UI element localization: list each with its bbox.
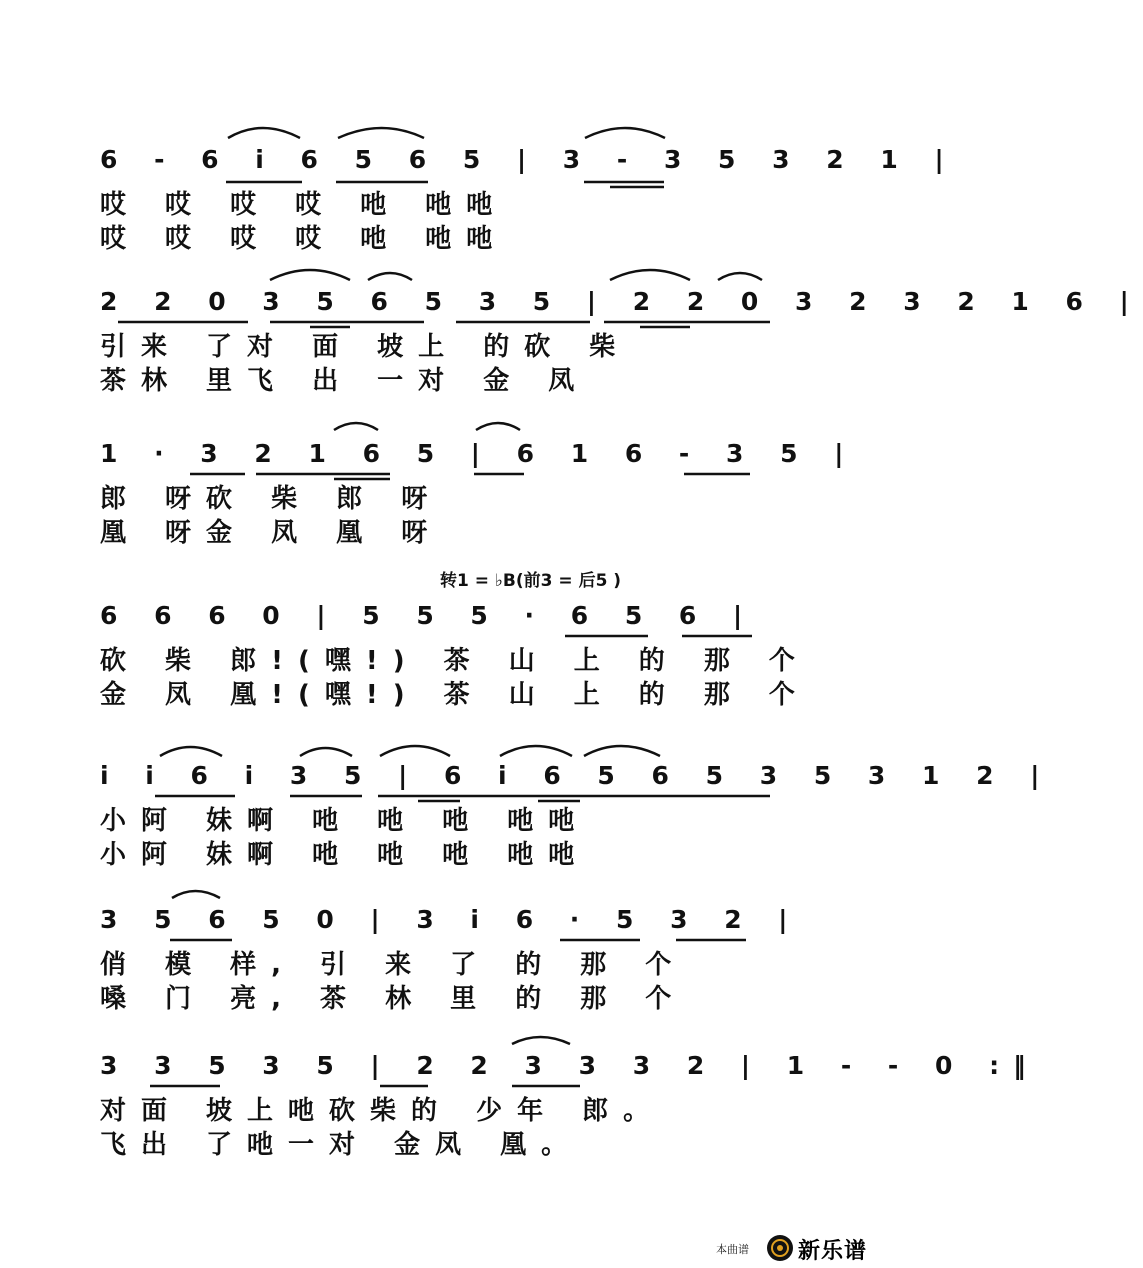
lyric-verse-2: 茶林 里飞 出 一对 金 凤: [100, 366, 590, 396]
lyric-verse-1: 小阿 妹啊 吔 吔 吔 吔吔: [100, 806, 590, 836]
melody-line: 6 - 6 i 6 5 6 5 | 3 - 3 5 3 2 1 |: [100, 145, 958, 174]
slur-mark: [228, 128, 300, 138]
lyric-verse-1: 引来 了对 面 坡上 的砍 柴: [100, 332, 631, 362]
lyric-verse-2: 凰 呀金 凤 凰 呀: [100, 518, 443, 548]
melody-line: i i 6 i 3 5 | 6 i 6 5 6 5 3 5 3 1 2 |: [100, 761, 1054, 790]
slur-mark: [270, 270, 350, 280]
melody-line: 1 · 3 2 1 6 5 | 6 1 6 - 3 5 |: [100, 439, 858, 468]
melody-line: 6 6 6 0 | 5 5 5 · 6 5 6 |: [100, 601, 757, 630]
melody-line: 3 3 5 3 5 | 2 2 3 3 3 2 | 1 - - 0 :‖: [100, 1051, 1040, 1080]
lyric-verse-2: 飞出 了吔一对 金凤 凰。: [100, 1130, 583, 1160]
slur-mark: [160, 747, 222, 756]
lyric-verse-2: 嗓 门 亮, 茶 林 里 的 那 个: [100, 984, 687, 1014]
slur-mark: [585, 128, 665, 138]
slur-mark: [172, 891, 220, 898]
slur-mark: [718, 273, 762, 280]
slur-mark: [512, 1037, 570, 1044]
watermark-caption: 本曲谱: [716, 1243, 749, 1256]
slur-mark: [338, 128, 424, 138]
lyric-verse-2: 金 凤 凰!(嘿!) 茶 山 上 的 那 个: [100, 680, 810, 710]
slur-mark: [300, 748, 352, 756]
melody-line: 2 2 0 3 5 6 5 3 5 | 2 2 0 3 2 3 2 1 6 |: [100, 287, 1143, 316]
lyric-verse-1: 哎 哎 哎 哎 吔 吔吔: [100, 190, 508, 220]
lyric-verse-2: 哎 哎 哎 哎 吔 吔吔: [100, 224, 508, 254]
slur-mark: [334, 423, 378, 430]
brand-logo-text: 新乐谱: [798, 1239, 868, 1264]
slur-mark: [380, 746, 450, 756]
lyric-verse-1: 俏 模 样, 引 来 了 的 那 个: [100, 950, 687, 980]
record-disc-icon: [766, 1234, 794, 1262]
watermark-footer: [716, 1232, 886, 1264]
slur-mark: [500, 746, 572, 756]
slur-mark: [584, 746, 660, 756]
slur-mark: [476, 423, 520, 430]
slur-mark: [368, 273, 412, 280]
melody-line: 3 5 6 5 0 | 3 i 6 · 5 3 2 |: [100, 905, 802, 934]
slur-mark: [610, 270, 690, 280]
lyric-verse-1: 砍 柴 郎!(嘿!) 茶 山 上 的 那 个: [100, 646, 810, 676]
lyric-verse-2: 小阿 妹啊 吔 吔 吔 吔吔: [100, 840, 590, 870]
key-change-marking: 转1 = ♭B(前3 = 后5 ): [440, 571, 622, 591]
lyric-verse-1: 郎 呀砍 柴 郎 呀: [100, 484, 443, 514]
lyric-verse-1: 对面 坡上吔砍柴的 少年 郎。: [100, 1096, 665, 1126]
